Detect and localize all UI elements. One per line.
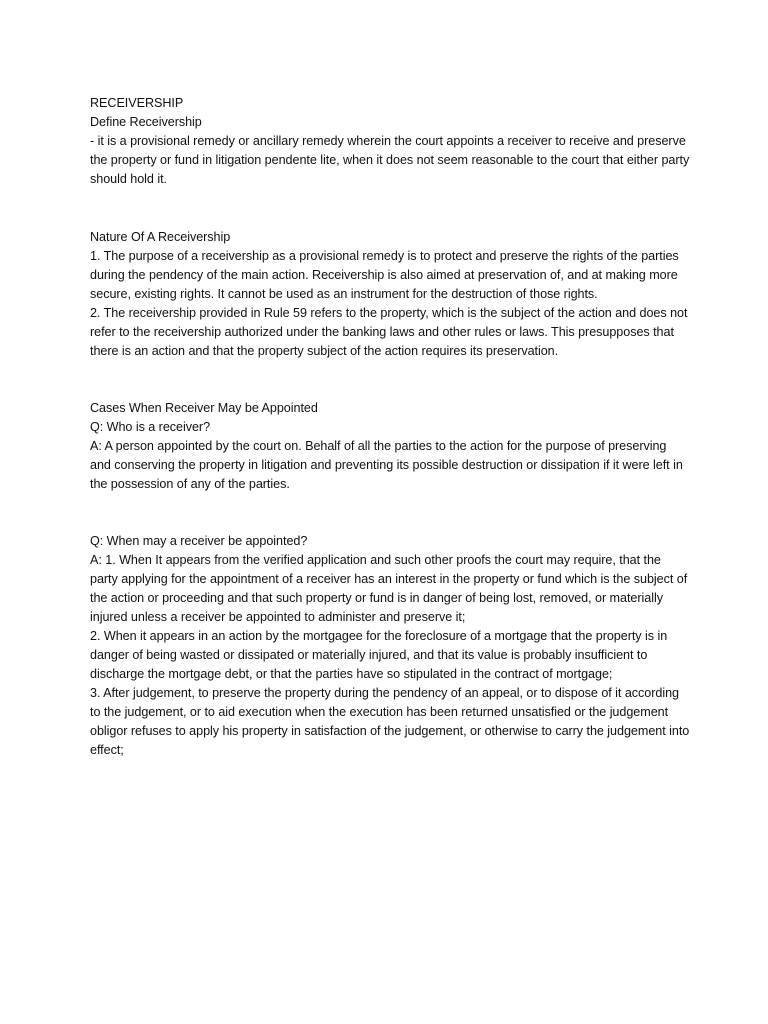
answer-item-2: 2. When it appears in an action by the mortgagee for the foreclosure of a mortgage that the property is in danger of being wasted or dissipated or materially injured, and that its value is probably insufficient to discharge the mortgage debt, or that the parties have so stipulated in the contract of mortgage;	[90, 629, 668, 681]
answer-who-is-receiver: A: A person appointed by the court on. Behalf of all the parties to the action for the purpose of preserving and conserving the property in litigation and preventing its possible destruction or dissipation if it were left in the possession of any of the parties.	[90, 439, 683, 491]
nature-paragraph-2: 2. The receivership provided in Rule 59 refers to the property, which is the subject of the action and does not refer to the receivership authorized under the banking laws and other rules or laws. This presupposes that there is an action and that the property subject of the action requires its preservation.	[90, 306, 688, 358]
section-heading-define: Define Receivership	[90, 115, 202, 129]
document-title: RECEIVERSHIP	[90, 96, 184, 110]
question-when-appointed: Q: When may a receiver be appointed?	[90, 534, 308, 548]
nature-paragraph-1: 1. The purpose of a receivership as a provisional remedy is to protect and preserve the rights of the parties during the pendency of the main action. Receivership is also aimed at preservation of, and at making more secure, existing rights. It cannot be used as an instrument for the destruction of those rights.	[90, 249, 679, 301]
section-heading-cases: Cases When Receiver May be Appointed	[90, 401, 318, 415]
answer-item-3: 3. After judgement, to preserve the property during the pendency of an appeal, or to dispose of it according to the judgement, or to aid execution when the execution has been returned unsatisfied or the judgement obligor refuses to apply his property in satisfaction of the judgement, or otherwise to carry the judgement into effect;	[90, 686, 690, 757]
document-body	[90, 94, 690, 760]
section-heading-nature: Nature Of A Receivership	[90, 230, 231, 244]
definition-paragraph: - it is a provisional remedy or ancillary remedy wherein the court appoints a receiver to receive and preserve the property or fund in litigation pendente lite, when it does not seem reasonable to the court that either party should hold it.	[90, 134, 690, 186]
question-who-is-receiver: Q: Who is a receiver?	[90, 420, 211, 434]
answer-item-1: A: 1. When It appears from the verified application and such other proofs the court may require, that the party applying for the appointment of a receiver has an interest in the property or fund which is the subject of the action or proceeding and that such property or fund is in danger of being lost, removed, or materially injured unless a receiver be appointed to administer and preserve it;	[90, 553, 688, 624]
